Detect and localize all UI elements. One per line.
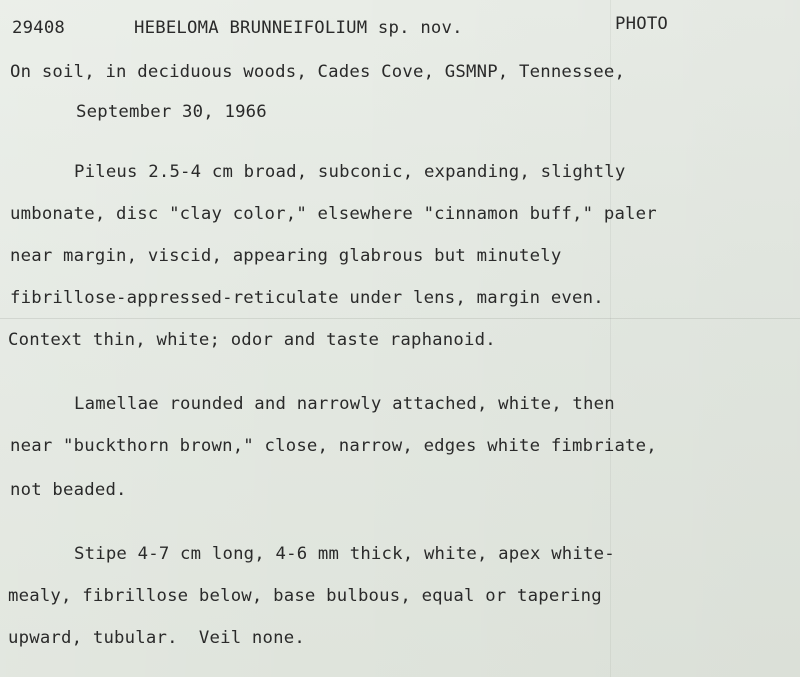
- photo-label: PHOTO: [615, 14, 669, 34]
- pileus-line: umbonate, disc "clay color," elsewhere "cinnamon buff," paler: [10, 204, 657, 224]
- paper-fold-line: [0, 318, 800, 319]
- pileus-line: Context thin, white; odor and taste raphanoid.: [8, 330, 496, 350]
- stipe-line: mealy, fibrillose below, base bulbous, equal or tapering: [8, 586, 602, 606]
- lamellae-line: Lamellae rounded and narrowly attached, white, then: [74, 394, 615, 414]
- collection-locality: On soil, in deciduous woods, Cades Cove, GSMNP, Tennessee,: [10, 62, 626, 82]
- stipe-line: Stipe 4-7 cm long, 4-6 mm thick, white, apex white-: [74, 544, 615, 564]
- lamellae-line: near "buckthorn brown," close, narrow, edges white fimbriate,: [10, 436, 657, 456]
- lamellae-line: not beaded.: [10, 480, 127, 500]
- accession-number: 29408: [12, 18, 66, 38]
- collection-date: September 30, 1966: [76, 102, 267, 122]
- pileus-line: Pileus 2.5-4 cm broad, subconic, expanding, slightly: [74, 162, 626, 182]
- pileus-line: fibrillose-appressed-reticulate under lens, margin even.: [10, 288, 604, 308]
- taxon-name: HEBELOMA BRUNNEIFOLIUM sp. nov.: [134, 18, 463, 38]
- paper-fold-line: [610, 0, 611, 677]
- pileus-line: near margin, viscid, appearing glabrous but minutely: [10, 246, 562, 266]
- stipe-line: upward, tubular. Veil none.: [8, 628, 305, 648]
